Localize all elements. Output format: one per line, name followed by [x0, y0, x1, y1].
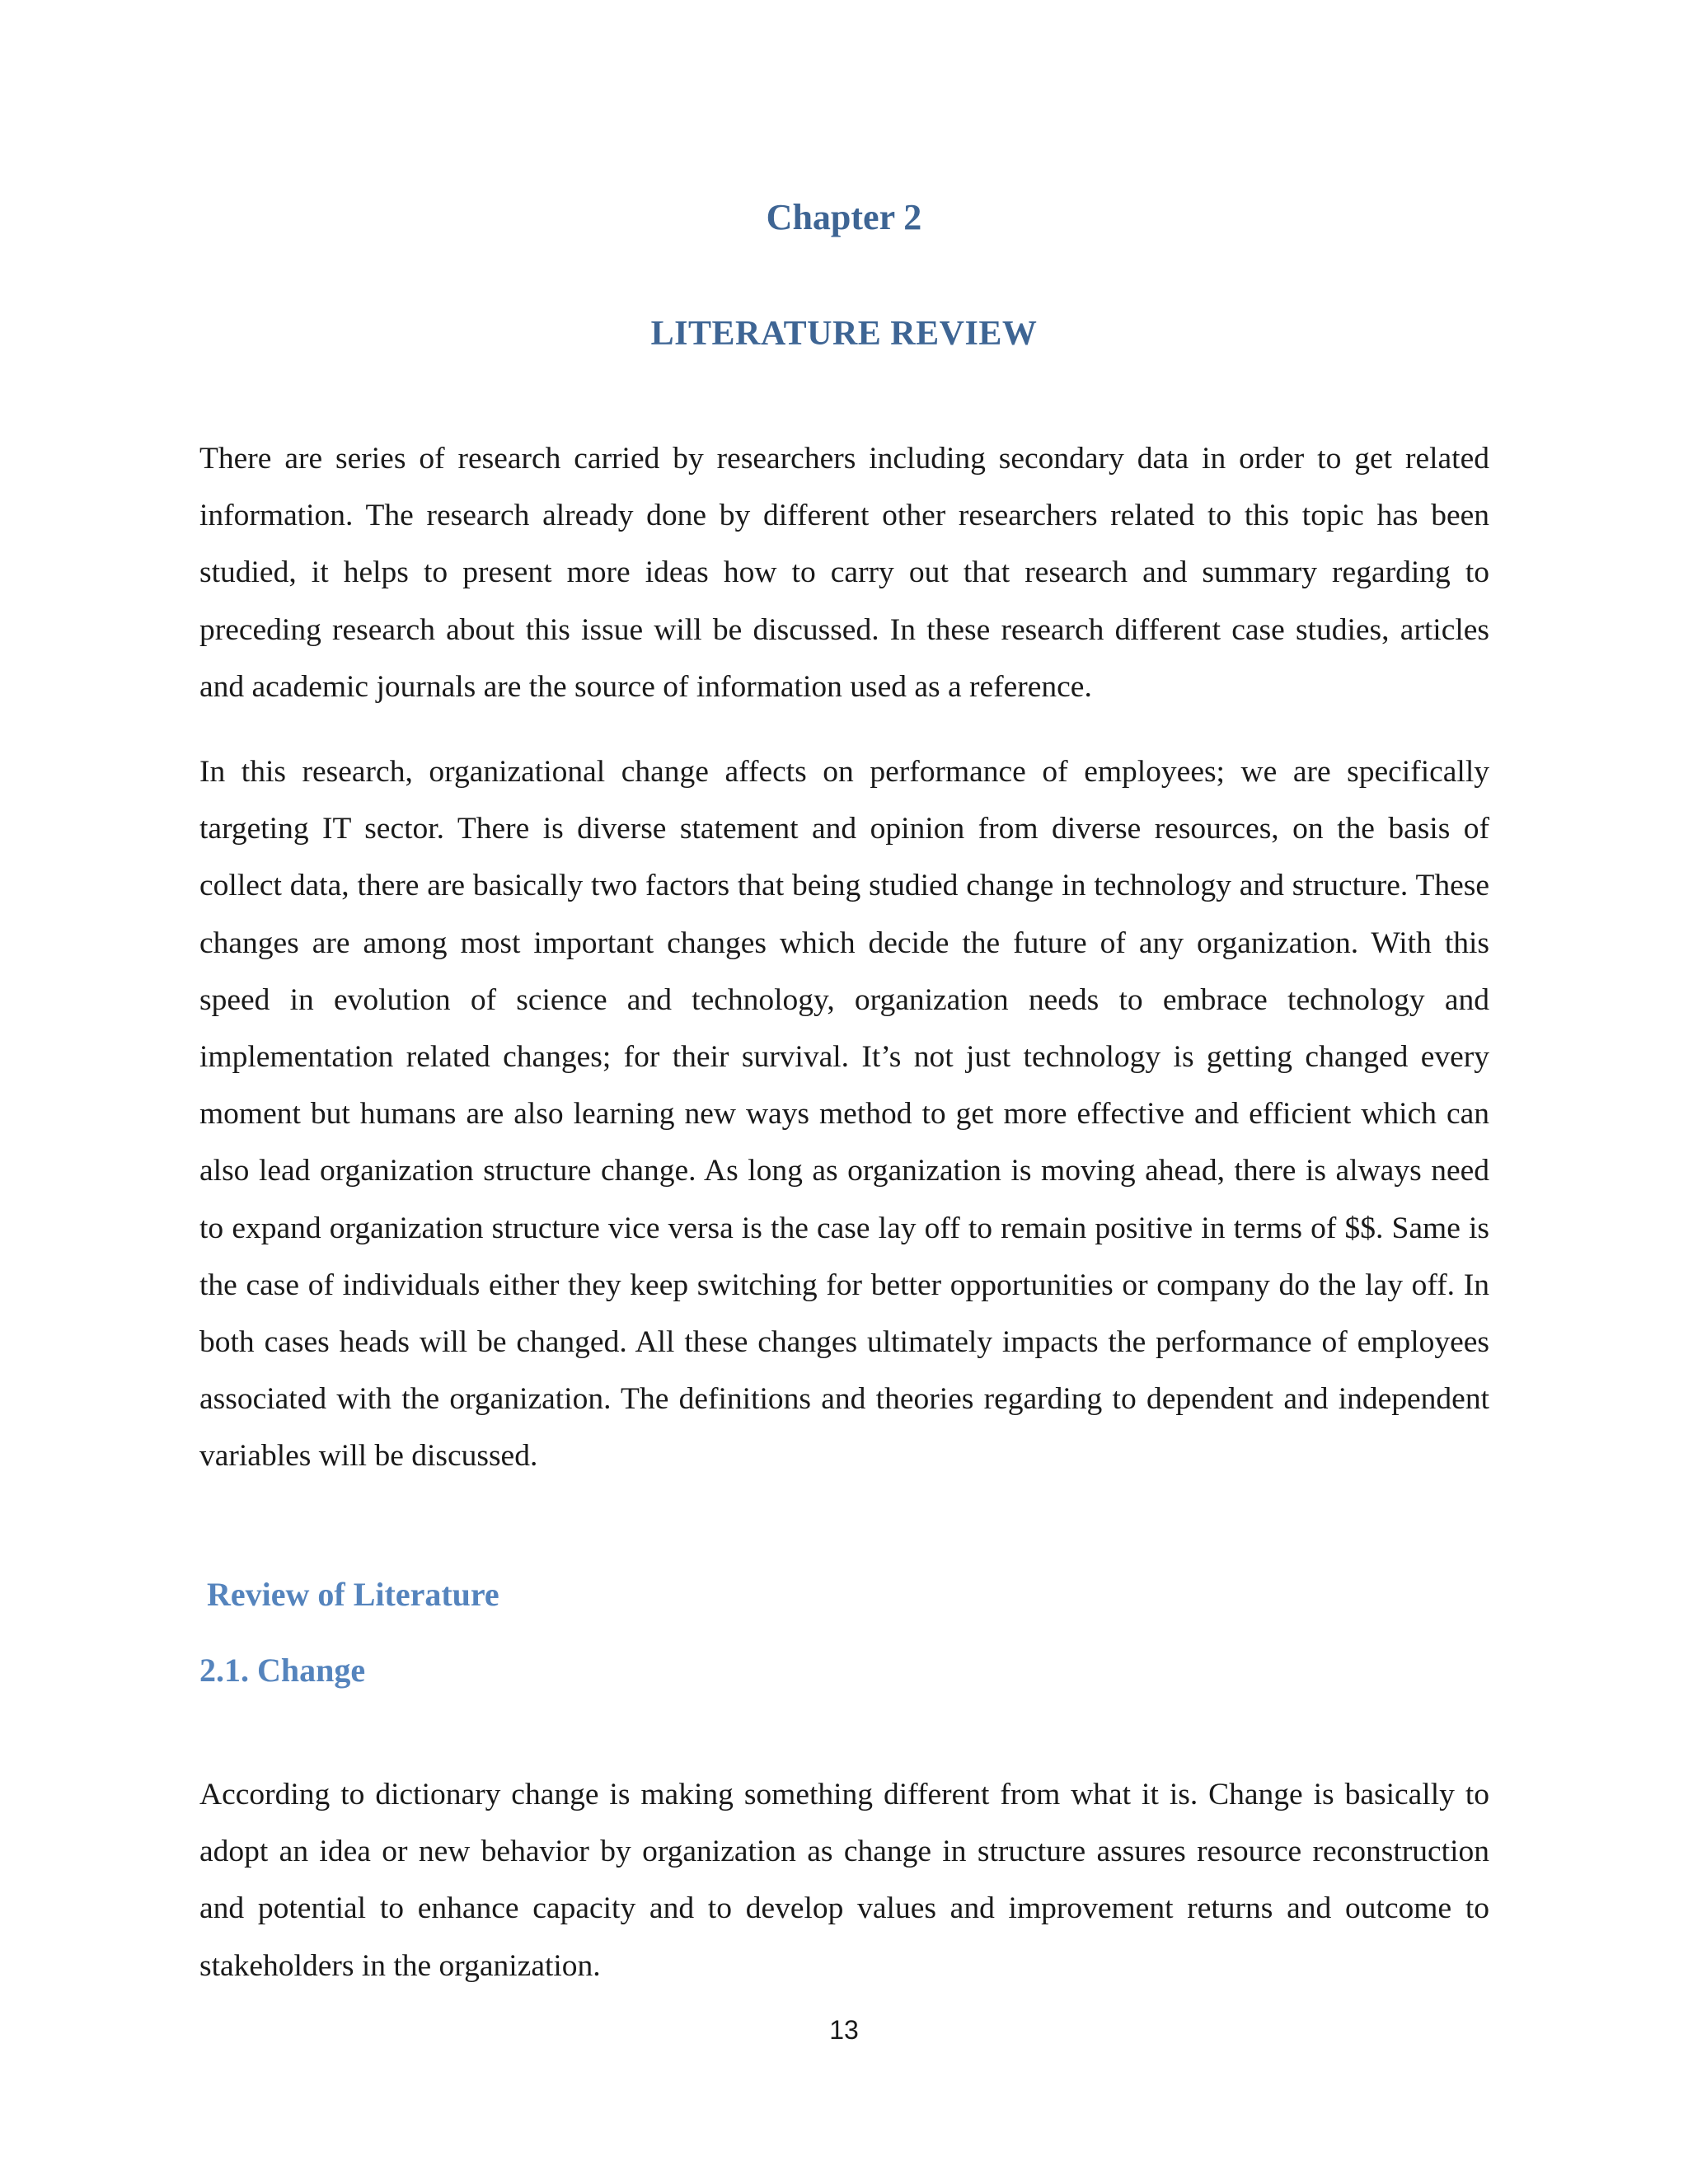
body-paragraph-research: In this research, organizational change affects on performance of employees; we are specifically targeting IT sector. There is diverse statement and opinion from diverse resources, on the basis of collect data, there are basically two factors that being studied change in technology and structure. These changes are among most important changes which decide the future of any organization. With this speed in evolution of science and technology, organization needs to embrace technology and implementation related changes; for their survival. It’s not just technology is getting changed every moment but humans are also learning new ways method to get more effective and efficient which can also lead organization structure change. As long as organization is moving ahead, there is always need to expand organization structure vice versa is the case lay off to remain positive in terms of $$. Same is the case of individuals either they keep switching for better opportunities or company do the lay off. In both cases heads will be changed. All these changes ultimately impacts the performance of employees associated with the organization. The definitions and theories regarding to dependent and independent variables will be discussed.	[199, 755, 1489, 1474]
chapter-label: Chapter 2	[766, 197, 922, 237]
body-paragraph-change: According to dictionary change is making something different from what it is. Change is basically to adopt an idea or new behavior by organization as change in structure assures resource reconstruction and potential to enhance capacity and to develop values and improvement returns and outcome to stakeholders in the organization.	[199, 1778, 1489, 1983]
chapter-title: LITERATURE REVIEW	[650, 315, 1038, 353]
subsection-heading: 2.1. Change	[199, 1652, 366, 1689]
section-heading: Review of Literature	[207, 1576, 499, 1613]
page-number: 13	[829, 2015, 859, 2045]
body-paragraph-intro: There are series of research carried by researchers including secondary data in order to get related information. The research already done by different other researchers related to this topic has been studied, it helps to present more ideas how to carry out that research and summary regarding to preceding research about this issue will be discussed. In these research different case studies, articles and academic journals are the source of information used as a reference.	[199, 442, 1489, 704]
